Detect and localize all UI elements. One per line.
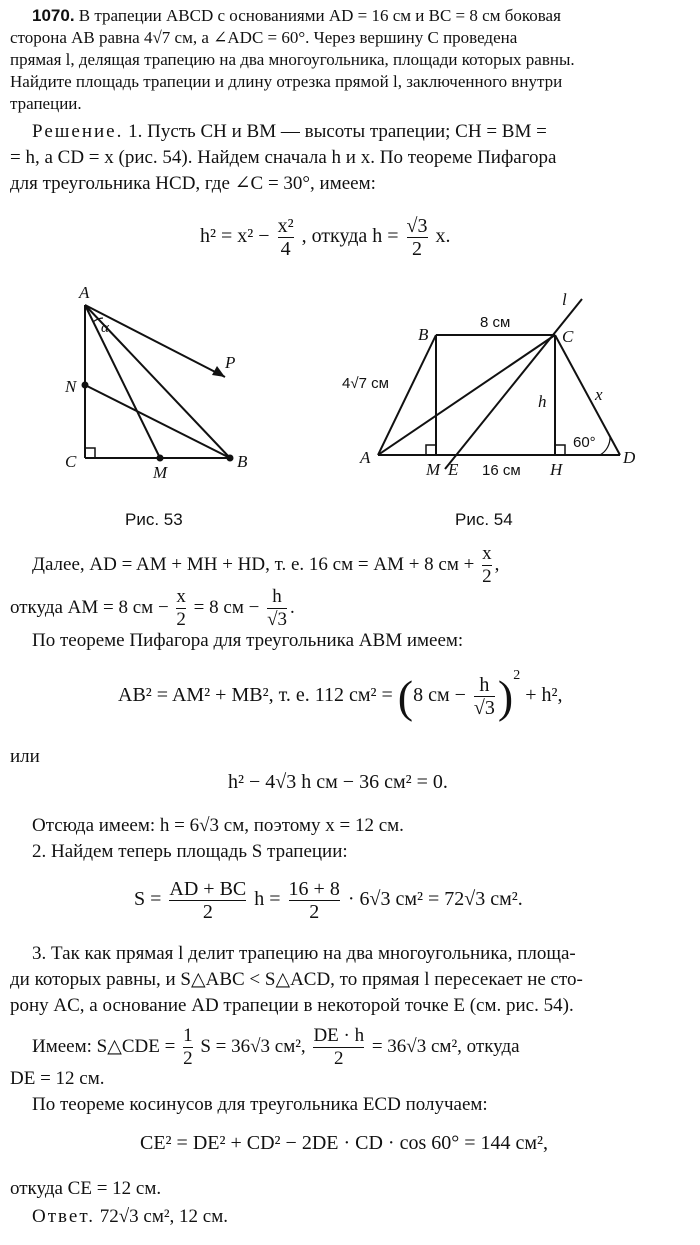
solution-line-6: По теореме Пифагора для треугольника ABM имеем: bbox=[32, 630, 464, 651]
problem-line-5: трапеции. bbox=[10, 94, 82, 113]
fig54-label-angle: 60° bbox=[573, 434, 596, 451]
answer-text: 72√3 см², 12 см. bbox=[99, 1206, 228, 1227]
equation-5: CE² = DE² + CD² − 2DE · CD · cos 60° = 144 см², bbox=[140, 1132, 549, 1154]
eq1-frac2-num: √3 bbox=[406, 215, 428, 237]
solution-line-11: ди которых равны, и S△ABC < S△ACD, то прямая l пересекает не сто- bbox=[10, 969, 583, 990]
fig53-segment-nb bbox=[85, 385, 230, 458]
p5-end: . bbox=[290, 596, 295, 618]
p4-frac-den: 2 bbox=[482, 566, 492, 587]
solution-line-4 bbox=[32, 543, 499, 588]
p13-fraction-2 bbox=[313, 1025, 364, 1070]
eq4-fraction bbox=[169, 878, 246, 923]
eq1-left: h² = x² − bbox=[200, 225, 270, 248]
fig53-label-n: N bbox=[65, 377, 77, 396]
solution-line-15: По теореме косинусов для треугольника ECD получаем: bbox=[32, 1094, 488, 1115]
fig53-label-m: M bbox=[153, 463, 168, 482]
fig53-arrow-head bbox=[212, 366, 225, 377]
equation-1 bbox=[200, 215, 451, 260]
eq1-frac2-den: 2 bbox=[407, 237, 428, 260]
eq2-inner: 8 см − bbox=[413, 684, 466, 707]
eq2-exponent: 2 bbox=[513, 668, 521, 684]
p13-end: = 36√3 см², откуда bbox=[371, 1035, 520, 1057]
fig54-label-a: A bbox=[360, 448, 371, 467]
eq2-fraction bbox=[474, 674, 495, 719]
p4-frac-num: x bbox=[482, 543, 492, 564]
p4-fraction bbox=[482, 543, 492, 588]
eq1-right: x. bbox=[435, 225, 451, 248]
fig53-vector-ap bbox=[85, 305, 225, 377]
fig54-label-e: E bbox=[448, 460, 459, 479]
fig53-label-a: A bbox=[79, 283, 90, 302]
fig53-label-p: P bbox=[225, 353, 236, 372]
solution-line-14: DE = 12 см. bbox=[10, 1068, 105, 1089]
eq4-frac-num: AD + BC bbox=[169, 878, 247, 900]
p13-text: Имеем: S△CDE = bbox=[32, 1035, 176, 1057]
equation-2 bbox=[118, 670, 563, 723]
p13-mid: S = 36√3 см², bbox=[200, 1035, 306, 1057]
fig53-point-n bbox=[82, 382, 89, 389]
fig53-segment-am bbox=[85, 305, 160, 458]
p4-end: , bbox=[494, 553, 500, 575]
fig53-label-b: B bbox=[237, 452, 248, 471]
eq4-left: S = bbox=[134, 888, 162, 911]
equation-4 bbox=[134, 878, 523, 923]
problem-text: В трапеции ABCD с основаниями AD = 16 см и BC = 8 см боковая bbox=[78, 6, 561, 25]
p5-fraction bbox=[176, 586, 186, 631]
fig53-right-angle bbox=[85, 448, 95, 458]
solution-line-7: или bbox=[10, 746, 40, 767]
answer-line bbox=[32, 1206, 228, 1228]
p5-frac2-num: h bbox=[272, 586, 282, 607]
p5-frac2-den: √3 bbox=[267, 609, 287, 630]
solution-line-9: 2. Найдем теперь площадь S трапеции: bbox=[32, 841, 348, 862]
eq4-right: · 6√3 см² = 72√3 см². bbox=[347, 888, 523, 911]
fig53-point-m bbox=[157, 455, 164, 462]
solution-line-1 bbox=[32, 121, 547, 143]
solution-line-12: рону AC, а основание AD трапеции в некоторой точке E (см. рис. 54). bbox=[10, 995, 574, 1016]
fig53-label-alpha: α bbox=[101, 320, 109, 336]
solution-line-8: Отсюда имеем: h = 6√3 см, поэтому x = 12 см. bbox=[32, 815, 404, 836]
solution-text: 1. Пусть CH и BM — высоты трапеции; CH = BM = bbox=[128, 121, 547, 142]
fig54-right-angle-m bbox=[426, 445, 436, 455]
eq4-fraction-2 bbox=[289, 878, 340, 923]
eq4-frac2-den: 2 bbox=[289, 900, 340, 923]
eq2-frac-den: √3 bbox=[473, 697, 495, 719]
solution-line-2: = h, а CD = x (рис. 54). Найдем сначала h и x. По теореме Пифагора bbox=[10, 147, 557, 168]
p13-frac-num: 1 bbox=[183, 1025, 193, 1046]
fig54-right-angle-h bbox=[555, 445, 565, 455]
p5-frac-den: 2 bbox=[176, 609, 186, 630]
eq4-mid: h = bbox=[254, 888, 281, 911]
fig53-label-c: C bbox=[65, 452, 77, 471]
fig54-label-l: l bbox=[562, 290, 567, 309]
fig54-label-h: H bbox=[550, 460, 563, 479]
solution-label: Решение. bbox=[32, 121, 124, 142]
problem-line-3: прямая l, делящая трапецию на два многоугольника, площади которых равны. bbox=[10, 50, 575, 69]
solution-line-5 bbox=[10, 586, 295, 631]
figure-53 bbox=[55, 280, 275, 535]
fig54-label-ab: 4√7 см bbox=[342, 375, 389, 392]
eq2-right: + h², bbox=[525, 684, 563, 707]
figure-54 bbox=[330, 285, 660, 535]
fig54-label-bc: 8 см bbox=[480, 314, 511, 331]
fig54-label-m: M bbox=[426, 460, 441, 479]
fig54-label-height: h bbox=[538, 392, 547, 411]
solution-line-13 bbox=[32, 1025, 520, 1070]
solution-line-3: для треугольника HCD, где ∠C = 30°, имеем: bbox=[10, 173, 376, 194]
problem-line-1 bbox=[32, 5, 561, 27]
eq2-left: AB² = AM² + MB², т. е. 112 см² = bbox=[118, 684, 393, 707]
solution-line-16: откуда CE = 12 см. bbox=[10, 1178, 162, 1199]
fig53-caption: Рис. 53 bbox=[125, 510, 183, 529]
problem-line-2: сторона AB равна 4√7 см, а ∠ADC = 60°. Через вершину C проведена bbox=[10, 28, 518, 47]
eq2-frac-num: h bbox=[479, 674, 490, 696]
fig53-point-b bbox=[227, 455, 234, 462]
problem-number: 1070. bbox=[32, 6, 75, 25]
eq2-paren-close: ) bbox=[497, 671, 514, 722]
fig54-angle-arc bbox=[600, 437, 610, 455]
problem-line-4: Найдите площадь трапеции и длину отрезка прямой l, заключенного внутри bbox=[10, 72, 563, 91]
p5-mid: = 8 см − bbox=[193, 596, 260, 618]
fig54-caption: Рис. 54 bbox=[455, 510, 513, 529]
eq1-fraction-2 bbox=[407, 215, 428, 260]
fig54-label-d: D bbox=[623, 448, 636, 467]
fig54-label-ad: 16 см bbox=[482, 462, 521, 479]
equation-3: h² − 4√3 h см − 36 см² = 0. bbox=[228, 771, 448, 793]
eq2-paren-open: ( bbox=[397, 671, 414, 722]
fig54-label-c: C bbox=[562, 327, 574, 346]
eq1-mid: , откуда h = bbox=[301, 225, 399, 248]
eq4-frac2-num: 16 + 8 bbox=[288, 878, 340, 900]
p13-frac2-den: 2 bbox=[313, 1047, 364, 1070]
fig54-side-ab bbox=[378, 335, 436, 455]
p5-frac-num: x bbox=[176, 586, 186, 607]
eq1-fraction bbox=[278, 215, 294, 260]
fig54-label-x: x bbox=[595, 385, 603, 404]
answer-label: Ответ. bbox=[32, 1206, 95, 1227]
p5-text: откуда AM = 8 см − bbox=[10, 596, 169, 618]
fig54-line-l bbox=[445, 299, 582, 469]
eq1-frac-den: 4 bbox=[278, 237, 294, 260]
p13-frac2-num: DE · h bbox=[313, 1025, 365, 1046]
p5-fraction-2 bbox=[267, 586, 287, 631]
p4-text: Далее, AD = AM + MH + HD, т. е. 16 см = AM + 8 см + bbox=[32, 553, 475, 575]
p13-frac-den: 2 bbox=[183, 1048, 193, 1069]
solution-line-10: 3. Так как прямая l делит трапецию на два многоугольника, площа- bbox=[32, 943, 576, 964]
eq4-frac-den: 2 bbox=[169, 900, 246, 923]
p13-fraction bbox=[183, 1025, 193, 1070]
fig54-diagonal-ac bbox=[378, 335, 555, 455]
eq1-frac-num: x² bbox=[277, 215, 294, 237]
fig54-label-b: B bbox=[418, 325, 429, 344]
